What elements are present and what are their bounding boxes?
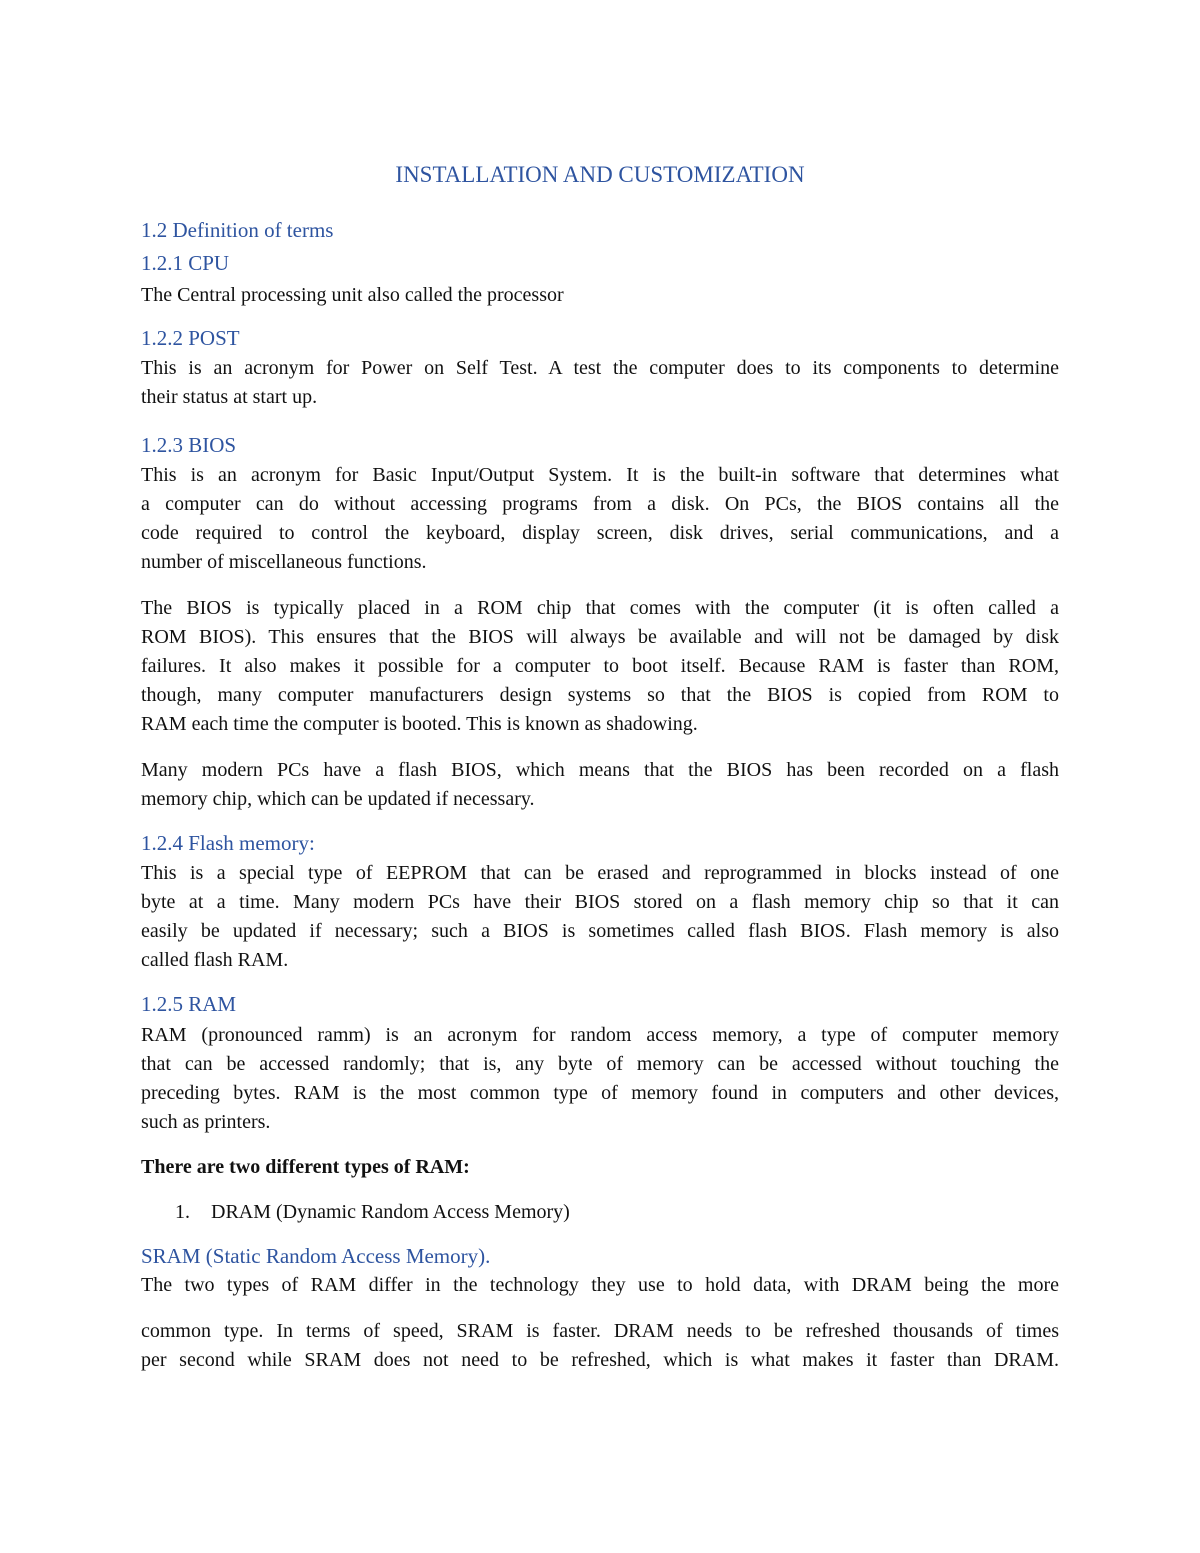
sram-heading: SRAM (Static Random Access Memory). xyxy=(141,1244,491,1268)
bios-para2-line: The BIOS is typically placed in a ROM chip that comes with the computer (it is often called a xyxy=(141,597,1059,619)
bios-para1-line: code required to control the keyboard, display screen, disk drives, serial communications, and a xyxy=(141,522,1059,544)
flash-memory-line: easily be updated if necessary; such a BIOS is sometimes called flash BIOS. Flash memory is also xyxy=(141,920,1059,942)
bios-para2-line: ROM BIOS). This ensures that the BIOS will always be available and will not be damaged by disk xyxy=(141,626,1059,648)
document-title: INSTALLATION AND CUSTOMIZATION xyxy=(395,162,805,187)
ram-types-heading: There are two different types of RAM: xyxy=(141,1156,470,1178)
cpu-heading: 1.2.1 CPU xyxy=(141,251,230,275)
ram-text-line: such as printers. xyxy=(141,1111,271,1133)
bios-para1-line: number of miscellaneous functions. xyxy=(141,551,427,573)
flash-memory-heading: 1.2.4 Flash memory: xyxy=(141,831,315,855)
sram-text-line: per second while SRAM does not need to be refreshed, which is what makes it faster than DRAM. xyxy=(141,1349,1059,1371)
ram-text-line: that can be accessed randomly; that is, any byte of memory can be accessed without touching the xyxy=(141,1053,1059,1075)
bios-heading: 1.2.3 BIOS xyxy=(141,433,237,457)
sram-text-line: The two types of RAM differ in the technology they use to hold data, with DRAM being the more xyxy=(141,1274,1059,1296)
list-item: DRAM (Dynamic Random Access Memory) xyxy=(211,1201,570,1223)
flash-memory-line: called flash RAM. xyxy=(141,949,289,971)
flash-memory-line: byte at a time. Many modern PCs have their BIOS stored on a flash memory chip so that it can xyxy=(141,891,1059,913)
bios-para2-line: though, many computer manufacturers design systems so that the BIOS is copied from ROM to xyxy=(141,684,1059,706)
bios-para2-line: RAM each time the computer is booted. This is known as shadowing. xyxy=(141,713,698,735)
ram-heading: 1.2.5 RAM xyxy=(141,992,237,1016)
ram-text-line: preceding bytes. RAM is the most common type of memory found in computers and other devices, xyxy=(141,1082,1059,1104)
post-text-line: their status at start up. xyxy=(141,386,318,408)
section-heading: 1.2 Definition of terms xyxy=(141,218,334,242)
cpu-text-line: The Central processing unit also called the processor xyxy=(141,284,564,306)
flash-memory-line: This is a special type of EEPROM that can be erased and reprogrammed in blocks instead of one xyxy=(141,862,1059,884)
post-heading: 1.2.2 POST xyxy=(141,326,240,350)
bios-para3-line: Many modern PCs have a flash BIOS, which means that the BIOS has been recorded on a flash xyxy=(141,759,1059,781)
bios-para3-line: memory chip, which can be updated if necessary. xyxy=(141,788,535,810)
sram-text-line: common type. In terms of speed, SRAM is faster. DRAM needs to be refreshed thousands of times xyxy=(141,1320,1059,1342)
list-number: 1. xyxy=(175,1201,190,1223)
bios-para2-line: failures. It also makes it possible for a computer to boot itself. Because RAM is faster than ROM, xyxy=(141,655,1059,677)
bios-para1-line: This is an acronym for Basic Input/Output System. It is the built-in software that determines what xyxy=(141,464,1059,486)
ram-text-line: RAM (pronounced ramm) is an acronym for random access memory, a type of computer memory xyxy=(141,1024,1059,1046)
bios-para1-line: a computer can do without accessing programs from a disk. On PCs, the BIOS contains all the xyxy=(141,493,1059,515)
post-text-line: This is an acronym for Power on Self Test. A test the computer does to its components to determine xyxy=(141,357,1059,379)
